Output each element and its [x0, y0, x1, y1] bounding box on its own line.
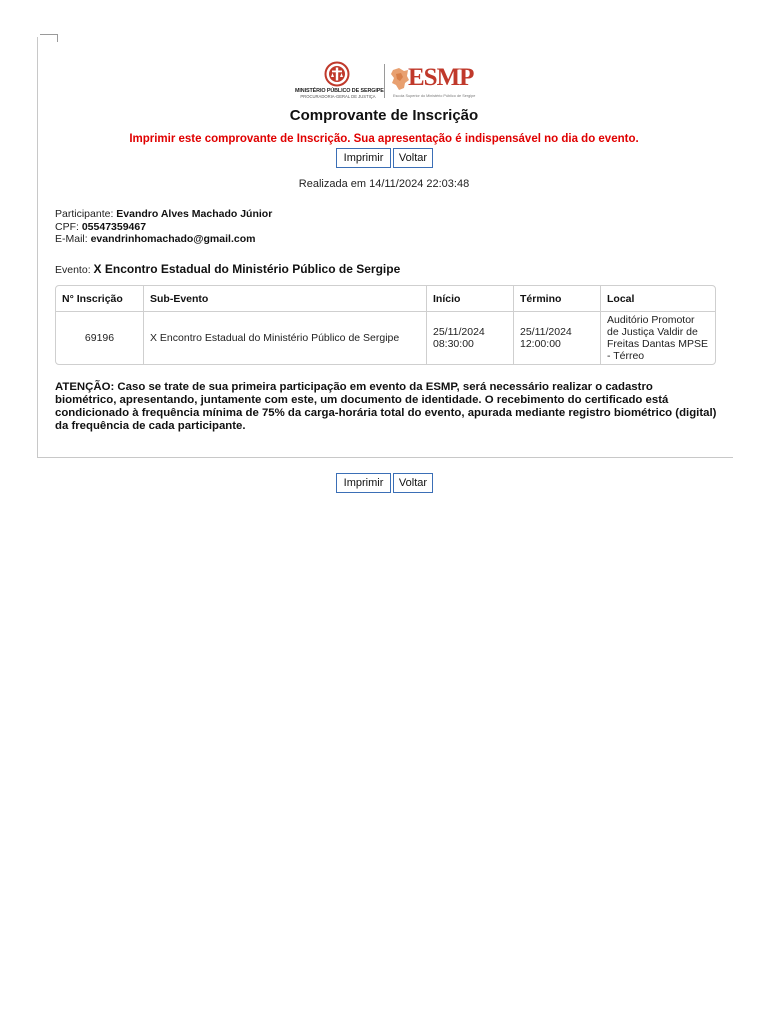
esmp-sergipe-map-icon [390, 66, 410, 92]
participant-label: Participante: [55, 208, 114, 220]
cell-inicio-time: 08:30:00 [433, 338, 474, 350]
column-header-inicio: Início [426, 286, 513, 312]
cell-termino-date: 25/11/2024 [520, 326, 572, 338]
esmp-logo [390, 66, 480, 102]
cell-termino [513, 312, 600, 364]
cell-inscricao: 69196 [84, 332, 115, 344]
header-logos [295, 60, 485, 102]
cpf-value: 05547359467 [81, 221, 147, 233]
cpf-line [55, 221, 146, 233]
column-header-sub-evento: Sub-Evento [143, 286, 426, 312]
cell-inicio-date: 25/11/2024 [433, 326, 485, 338]
email-label: E-Mail: [55, 233, 88, 245]
event-line [55, 262, 400, 276]
table-row [56, 312, 715, 364]
biometric-notice: ATENÇÃO: Caso se trate de sua primeira participação em evento da ESMP, será necessário realizar o cadastro biométrico, apresentando, juntamente com este, um documento de identidade. O recebimento do certificado está condicionado à frequência mínima de 75% da carga-horária total do evento, apurada mediante registro biométrico (digital) da frequência de cada participante. [55, 381, 717, 432]
participant-name: Evandro Alves Machado Júnior [116, 208, 273, 220]
table-header-row [56, 286, 715, 312]
cell-local: Auditório Promotor de Justiça Valdir de Freitas Dantas MPSE - Térreo [600, 312, 715, 364]
column-header-termino: Término [513, 286, 600, 312]
cell-termino-time: 12:00:00 [520, 338, 561, 350]
mp-logo-line2: PROCURADORIA-GERAL DE JUSTIÇA [300, 94, 376, 99]
registration-table [55, 285, 716, 365]
participant-line [55, 208, 272, 220]
logo-divider [384, 64, 385, 98]
esmp-logo-subtitle: Escola Superior do Ministério Público de Sergipe [393, 94, 476, 98]
esmp-logo-text: ESMP [408, 64, 474, 91]
email-value: evandrinhomachado@gmail.com [90, 233, 256, 245]
event-name: X Encontro Estadual do Ministério Público de Sergipe [93, 262, 401, 276]
back-button-bottom[interactable]: Voltar [393, 473, 433, 493]
mp-logo-line1: MINISTÉRIO PÚBLICO DE SERGIPE [295, 88, 384, 94]
mp-sergipe-emblem-icon [323, 61, 351, 87]
page-title: Comprovante de Inscrição [289, 107, 479, 124]
mp-logo [295, 60, 384, 102]
registration-timestamp: Realizada em 14/11/2024 22:03:48 [298, 178, 470, 190]
cpf-label: CPF: [55, 221, 79, 233]
print-button-bottom[interactable]: Imprimir [336, 473, 391, 493]
column-header-local: Local [600, 286, 715, 312]
print-button[interactable]: Imprimir [336, 148, 391, 168]
event-label: Evento: [55, 264, 91, 276]
email-line [55, 233, 255, 245]
cell-inicio [426, 312, 513, 364]
column-header-inscricao: N° Inscrição [56, 286, 143, 312]
back-button[interactable]: Voltar [393, 148, 433, 168]
print-warning: Imprimir este comprovante de Inscrição. Sua apresentação é indispensável no dia do evento. [129, 133, 639, 145]
cell-sub-evento: X Encontro Estadual do Ministério Público de Sergipe [143, 312, 426, 364]
